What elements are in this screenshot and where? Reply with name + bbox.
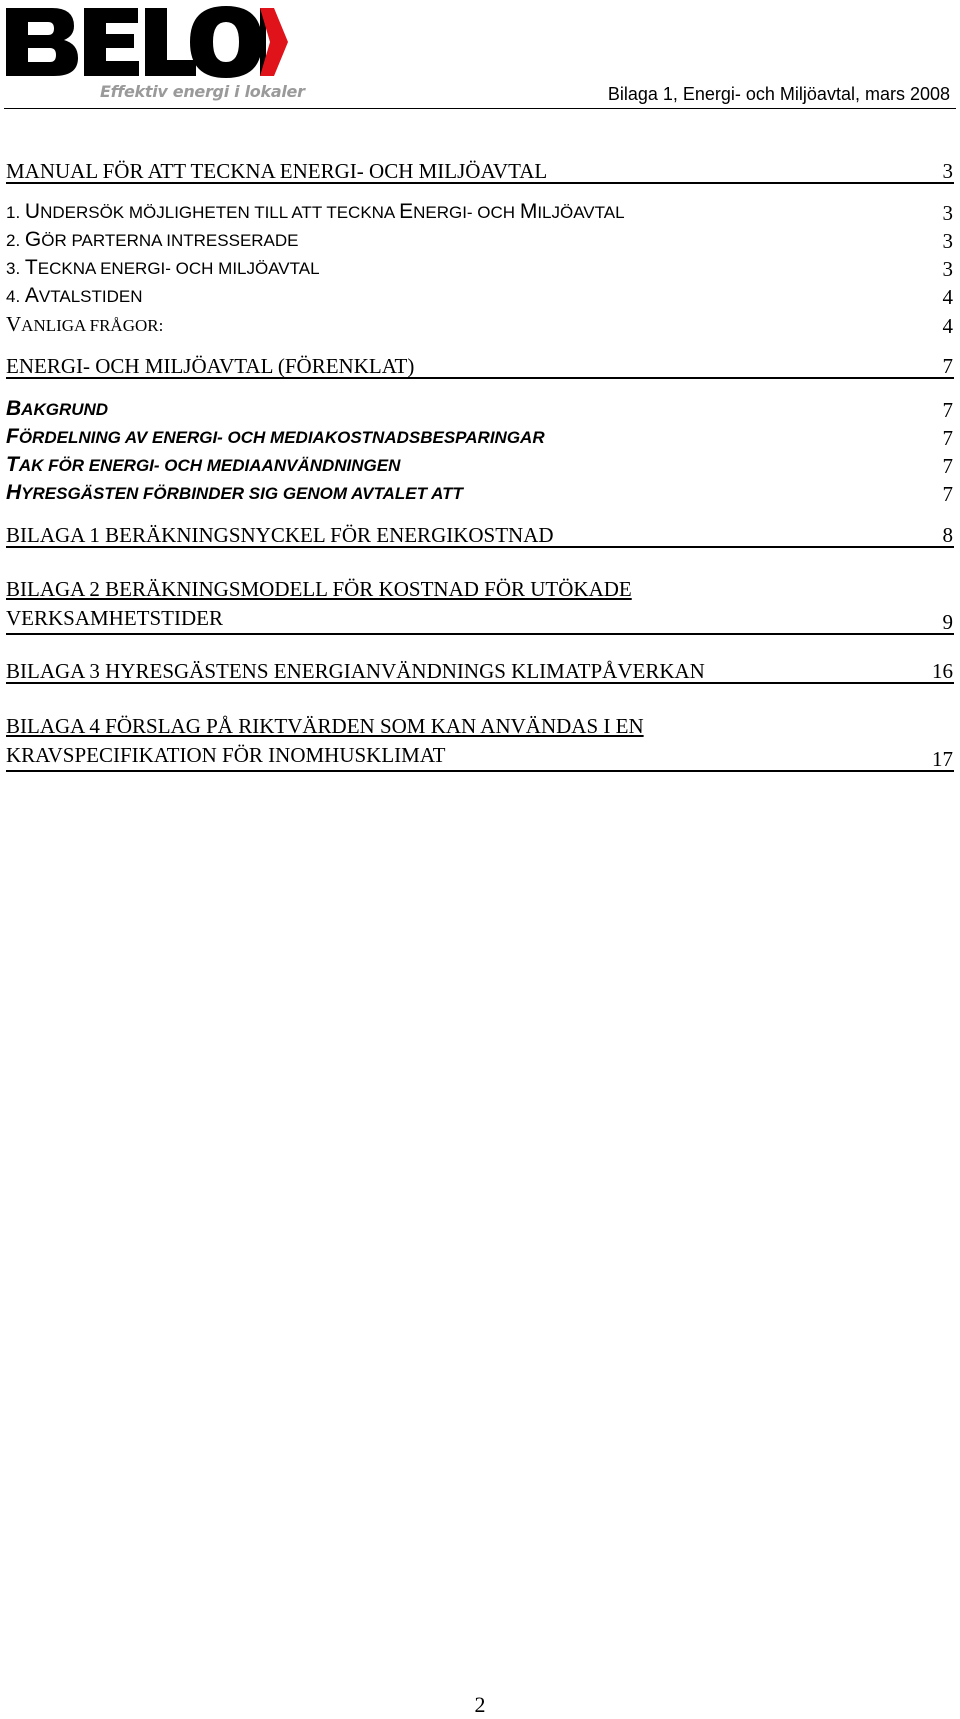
toc-entry-manual[interactable] <box>6 160 954 184</box>
toc-entry-page: 7 <box>942 398 953 422</box>
toc-entry-page: 8 <box>942 523 953 547</box>
page-number: 2 <box>474 1692 486 1717</box>
toc-entry-title-line1: BILAGA 2 BERÄKNINGSMODELL FÖR KOSTNAD FÖR UTÖKADE <box>6 577 632 601</box>
toc-entry-page: 7 <box>942 426 953 450</box>
toc-entry-bakgrund[interactable]: BAKGRUND 7 <box>6 397 953 422</box>
toc-entry-page: 7 <box>942 454 953 478</box>
toc-entry-hyresgasten[interactable]: HYRESGÄSTEN FÖRBINDER SIG GENOM AVTALET ATT 7 <box>6 481 953 506</box>
document-label: Bilaga 1, Energi- och Miljöavtal, mars 2008 <box>607 84 950 104</box>
toc-entry-page: 3 <box>942 229 953 253</box>
logo-tagline: Effektiv energi i lokaler <box>100 82 305 101</box>
belok-logo <box>4 2 305 101</box>
toc-entry-gor-parterna[interactable]: 2. GÖR PARTERNA INTRESSERADE 3 <box>6 228 953 253</box>
toc-entry-title: ENERGI- OCH MILJÖAVTAL (FÖRENKLAT) <box>6 354 415 378</box>
toc-entry-tak[interactable]: TAK FÖR ENERGI- OCH MEDIAANVÄNDNINGEN 7 <box>6 453 953 478</box>
header-divider <box>4 108 956 109</box>
toc-entry-bilaga-2[interactable] <box>6 575 954 635</box>
toc-entry-page: 3 <box>942 257 953 281</box>
toc-entry-title-line2: KRAVSPECIFIKATION FÖR INOMHUSKLIMAT <box>6 743 446 767</box>
toc-entry-page: 16 <box>932 659 953 683</box>
toc-entry-teckna[interactable]: 3. TECKNA ENERGI- OCH MILJÖAVTAL 3 <box>6 256 953 281</box>
toc-entry-bilaga-1[interactable] <box>6 524 954 548</box>
toc-entry-page: 9 <box>942 610 953 634</box>
toc-entry-undersok[interactable]: 1. UNDERSÖK MÖJLIGHETEN TILL ATT TECKNA ENERGI- OCH MILJÖAVTAL 3 <box>6 200 953 225</box>
toc-entry-title: BILAGA 1 BERÄKNINGSNYCKEL FÖR ENERGIKOSTNAD <box>6 523 554 547</box>
toc-entry-bilaga-4[interactable] <box>6 712 954 772</box>
toc-entry-title: BILAGA 3 HYRESGÄSTENS ENERGIANVÄNDNINGS KLIMATPÅVERKAN <box>6 659 705 683</box>
toc-entry-page: 3 <box>942 201 953 225</box>
toc-entry-page: 7 <box>942 354 953 378</box>
page-header <box>0 0 960 112</box>
toc-entry-vanliga-fragor[interactable]: VANLIGA FRÅGOR: 4 <box>6 312 953 338</box>
toc-entry-avtalstiden[interactable]: 4. AVTALSTIDEN 4 <box>6 284 953 309</box>
toc-entry-page: 17 <box>932 747 953 771</box>
toc-entry-page: 4 <box>942 285 953 309</box>
toc-entry-page: 4 <box>942 314 953 338</box>
toc-entry-title-line1: BILAGA 4 FÖRSLAG PÅ RIKTVÄRDEN SOM KAN ANVÄNDAS I EN <box>6 714 644 738</box>
toc-entry-title-line2: VERKSAMHETSTIDER <box>6 606 224 630</box>
toc-entry-page: 7 <box>942 482 953 506</box>
toc-entry-page: 3 <box>942 159 953 183</box>
toc-entry-fordelning[interactable]: FÖRDELNING AV ENERGI- OCH MEDIAKOSTNADSBESPARINGAR 7 <box>6 425 953 450</box>
toc-entry-energi-miljoavtal[interactable] <box>6 355 954 379</box>
toc-entry-bilaga-3[interactable] <box>6 660 954 684</box>
toc-entry-title: MANUAL FÖR ATT TECKNA ENERGI- OCH MILJÖAVTAL <box>6 159 548 183</box>
